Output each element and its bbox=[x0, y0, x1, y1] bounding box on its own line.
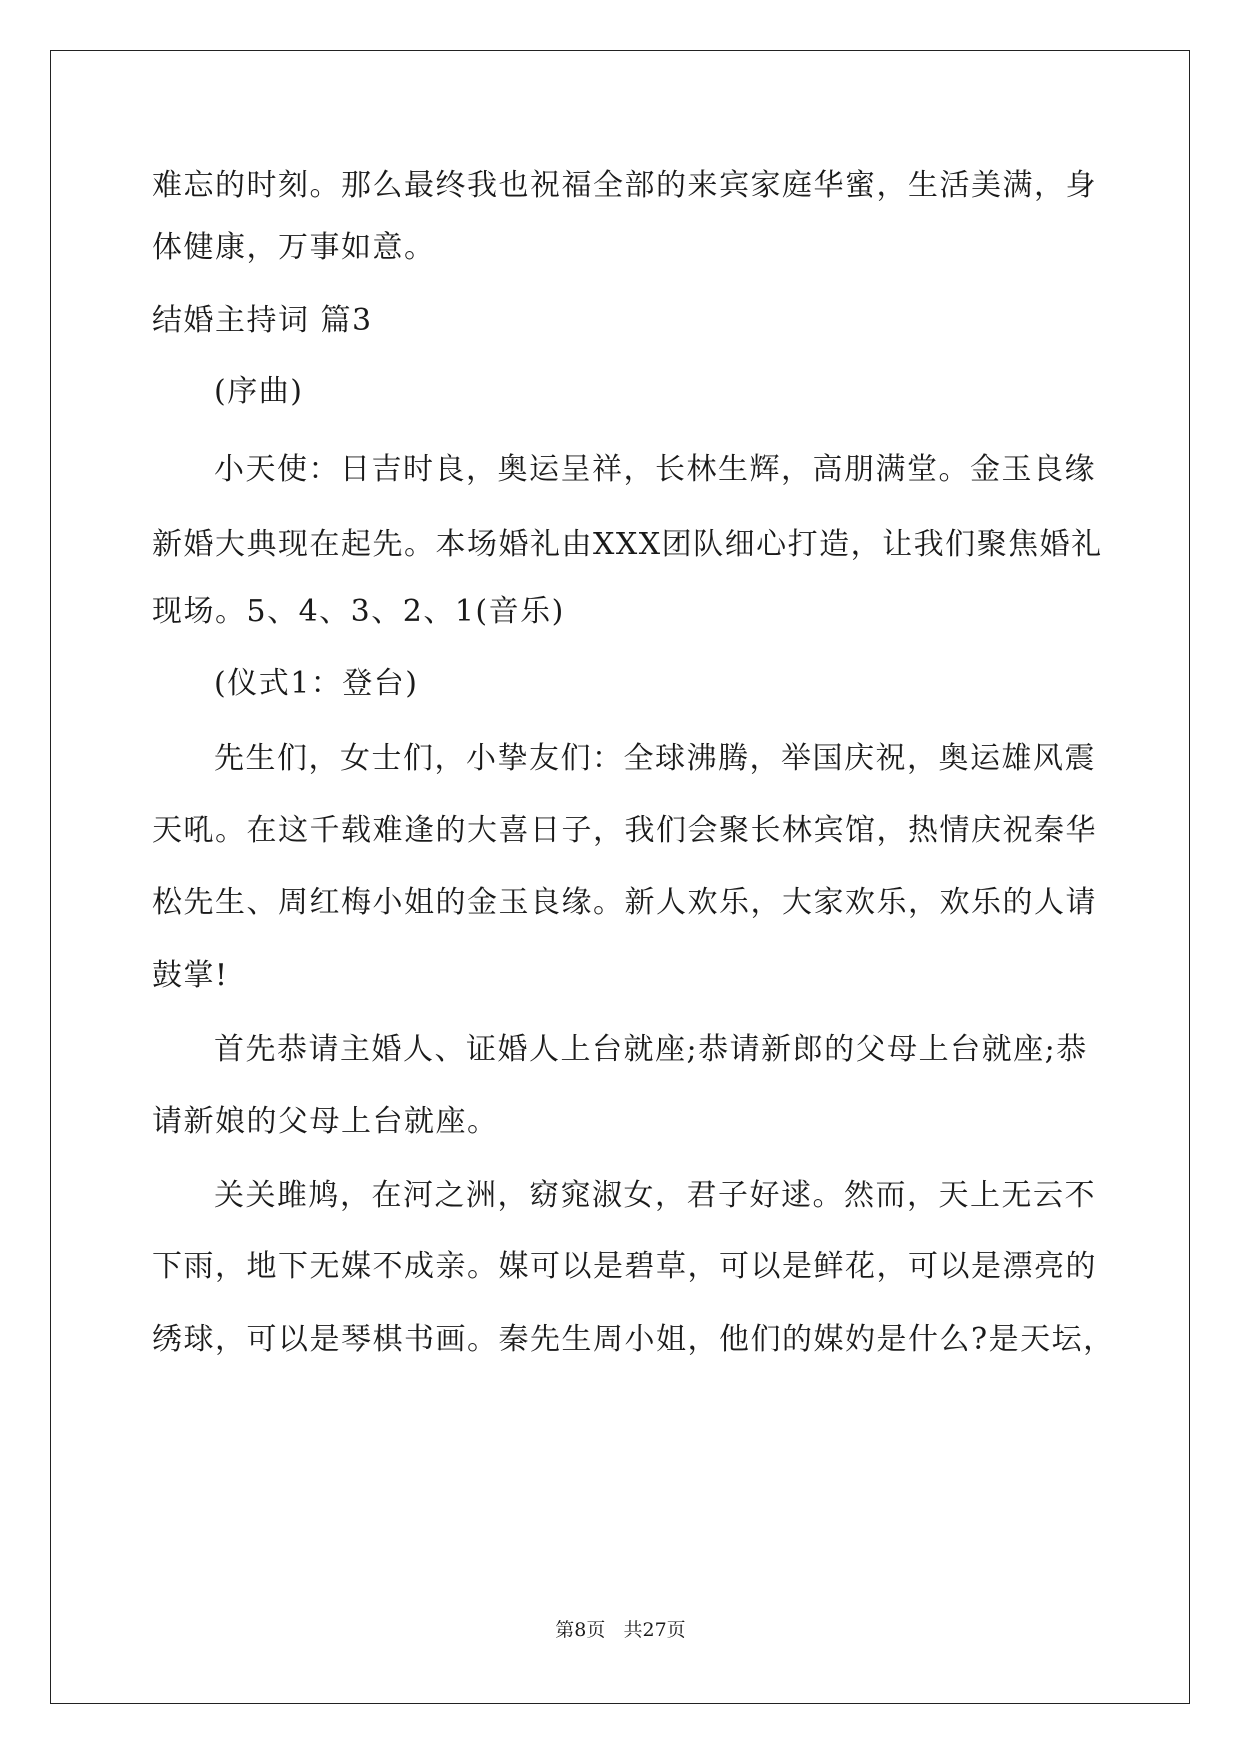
text-line: 松先生、周红梅小姐的金玉良缘。新人欢乐，大家欢乐，欢乐的人请 bbox=[152, 885, 1097, 920]
text-line: 关关雎鸠，在河之洲，窈窕淑女，君子好逑。然而，天上无云不 bbox=[214, 1178, 1096, 1213]
section-heading: 结婚主持词 篇3 bbox=[152, 303, 373, 338]
text-line: 先生们，女士们，小挚友们：全球沸腾，举国庆祝，奥运雄风震 bbox=[214, 741, 1096, 776]
text-line: 请新娘的父母上台就座。 bbox=[152, 1104, 499, 1139]
text-line: 天吼。在这千载难逢的大喜日子，我们会聚长林宾馆，热情庆祝秦华 bbox=[152, 813, 1097, 848]
text-line: (仪式1：登台) bbox=[214, 666, 419, 701]
text-line: (序曲) bbox=[214, 374, 304, 409]
text-line: 鼓掌! bbox=[152, 958, 229, 993]
text-line: 体健康，万事如意。 bbox=[152, 230, 436, 265]
page-border bbox=[50, 50, 1190, 1704]
text-line: 难忘的时刻。那么最终我也祝福全部的来宾家庭华蜜，生活美满，身 bbox=[152, 168, 1097, 203]
page-number-footer: 第8页 共27页 bbox=[555, 1619, 686, 1641]
text-line: 下雨，地下无媒不成亲。媒可以是碧草，可以是鲜花，可以是漂亮的 bbox=[152, 1249, 1097, 1284]
text-line: 新婚大典现在起先。本场婚礼由XXX团队细心打造，让我们聚焦婚礼 bbox=[152, 527, 1103, 562]
text-line: 现场。5、4、3、2、1(音乐) bbox=[152, 594, 565, 629]
text-line: 小天使：日吉时良，奥运呈祥，长林生辉，高朋满堂。金玉良缘 bbox=[214, 452, 1096, 487]
text-line: 首先恭请主婚人、证婚人上台就座;恭请新郎的父母上台就座;恭 bbox=[214, 1032, 1088, 1067]
text-line: 绣球，可以是琴棋书画。秦先生周小姐，他们的媒妁是什么?是天坛， bbox=[152, 1322, 1115, 1357]
